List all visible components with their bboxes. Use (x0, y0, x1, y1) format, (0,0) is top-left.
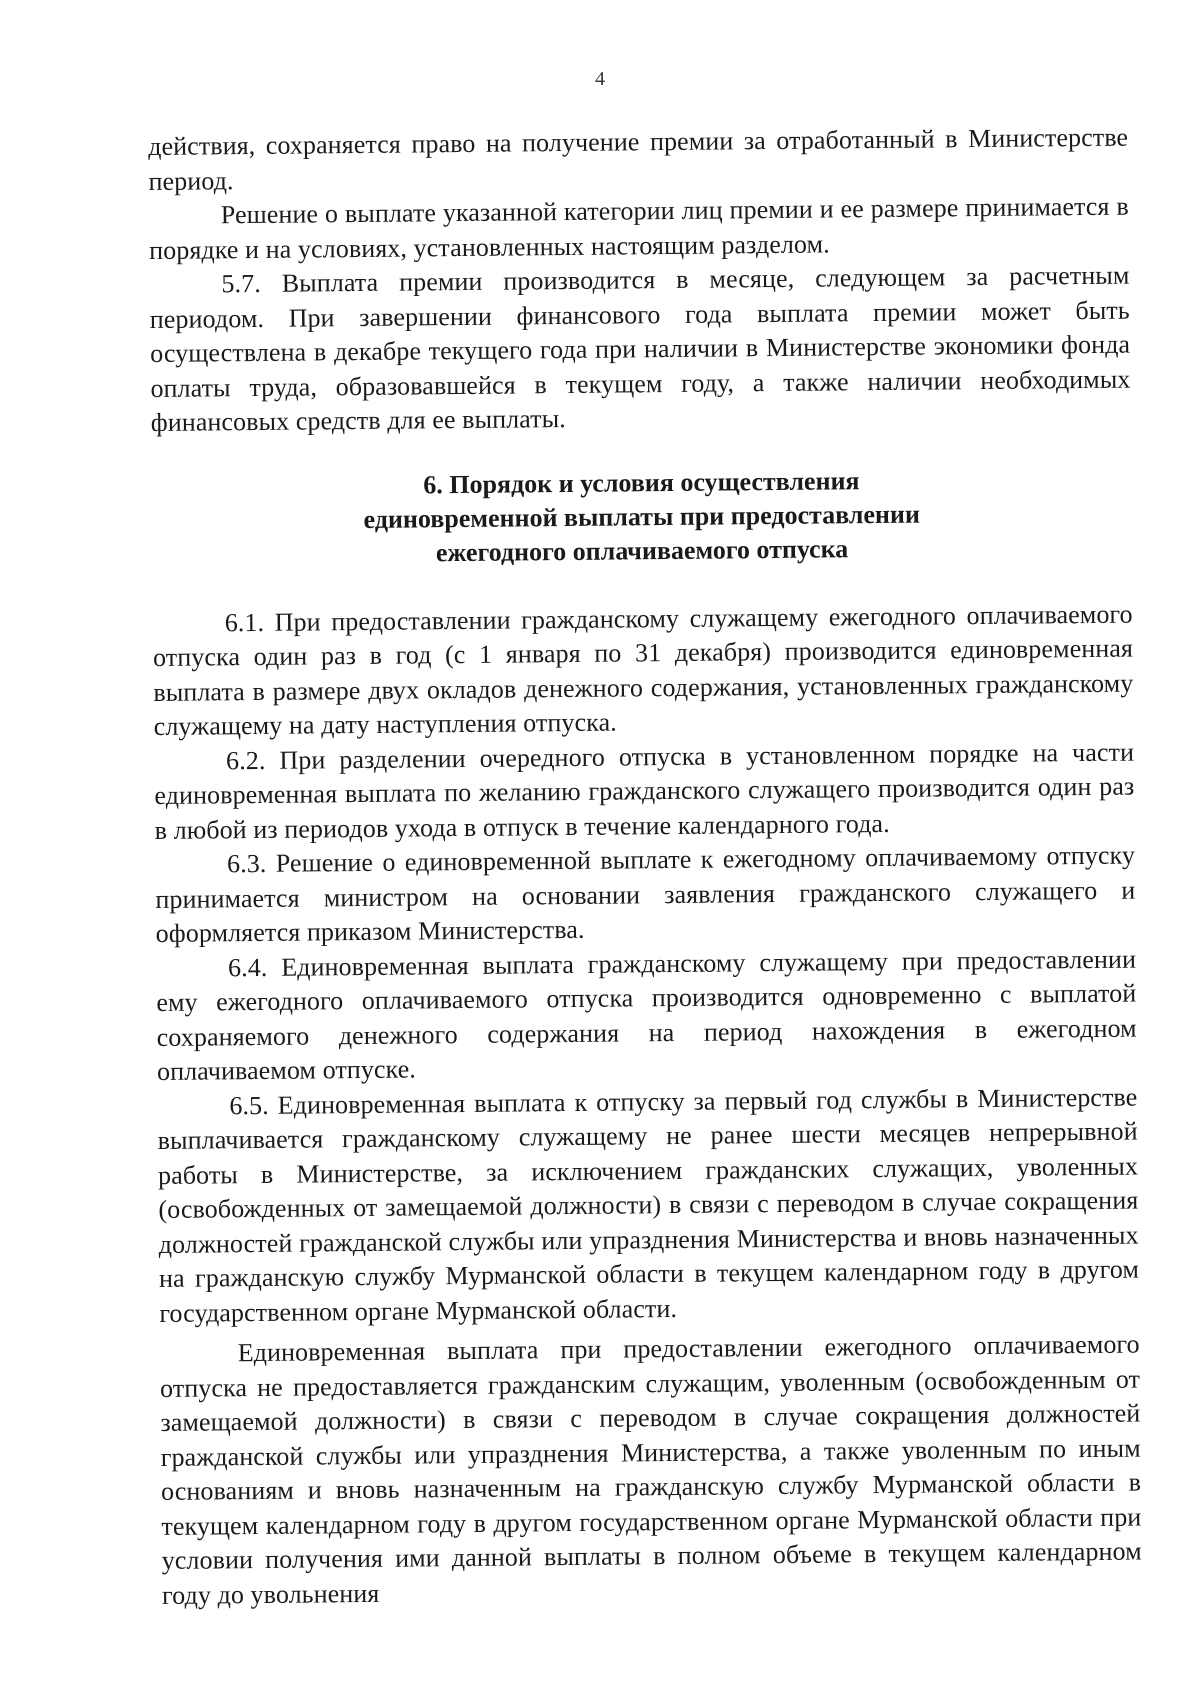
document-body (148, 121, 1142, 1613)
paragraph-5-7: 5.7. Выплата премии производится в месяце, следующем за расчетным периодом. При завершении финансового года выплата премии может быть осуществлена в декабре текущего года при наличии в Министерстве экономики фонда оплаты труда, образовавшейся в текущем году, а также наличии необходимых финансовых средств для ее выплаты. (149, 260, 1131, 437)
page-number: 4 (595, 68, 605, 90)
paragraph-6-4: 6.4. Единовременная выплата гражданскому служащему при предоставлении ему ежегодного оплачиваемого отпуска производится одновременно с выплатой сохраняемого денежного содержания на период нахождения в ежегодном оплачиваемом отпуске. (156, 944, 1137, 1086)
paragraph-6-3: 6.3. Решение о единовременной выплате к ежегодному оплачиваемому отпуску принимается министром на основании заявления гражданского служащего и оформляется приказом Министерства. (155, 840, 1136, 948)
paragraph-6-1: 6.1. При предоставлении гражданскому служащему ежегодного оплачиваемого отпуска один раз в год (с 1 января по 31 декабря) производится единовременная выплата в размере двух окладов денежного содержания, установленных гражданскому служащему на дату наступления отпуска. (152, 599, 1134, 741)
section-heading-line: ежегодного оплачиваемого отпуска (435, 533, 849, 567)
section-heading-line: единовременной выплаты при предоставлении (363, 499, 921, 534)
paragraph-6-5-continued: Единовременная выплата при предоставлении ежегодного оплачиваемого отпуска не предоставляется гражданским служащим, уволенным (освобожденным от замещаемой должности) в связи с переводом в случае сокращения должностей гражданской службы или упразднения Министерства, а также уволенным по иным основаниям и вновь назначенным на гражданскую службу Мурманской области в текущем календарном году в другом государственном органе Мурманской области при условии получения ими данной выплаты в полном объеме в текущем календарном году до увольнения (159, 1329, 1142, 1610)
section-heading-6 (151, 461, 1132, 572)
paragraph-6-5: 6.5. Единовременная выплата к отпуску за первый год службы в Министерстве выплачивается гражданскому служащему не ранее шести месяцев непрерывной работы в Министерстве, за исключением гражданских служащих, уволенных (освобожденных от замещаемой должности) в связи с переводом в случае сокращения должностей гражданской службы или упразднения Министерства и вновь назначенных на гражданскую службу Мурманской области в текущем календарном году в другом государственном органе Мурманской области. (157, 1082, 1140, 1328)
paragraph-continuation: действия, сохраняется право на получение премии за отработанный в Министерстве период. (148, 122, 1129, 196)
paragraph-decision-bonus: Решение о выплате указанной категории лиц премии и ее размере принимается в порядке и на условиях, установленных настоящим разделом. (149, 191, 1129, 265)
paragraph-6-2: 6.2. При разделении очередного отпуска в установленном порядке на части единовременная выплата по желанию гражданского служащего производится один раз в любой из периодов ухода в отпуск в течение календарного года. (154, 737, 1135, 845)
section-heading-line: 6. Порядок и условия осуществления (423, 465, 860, 499)
